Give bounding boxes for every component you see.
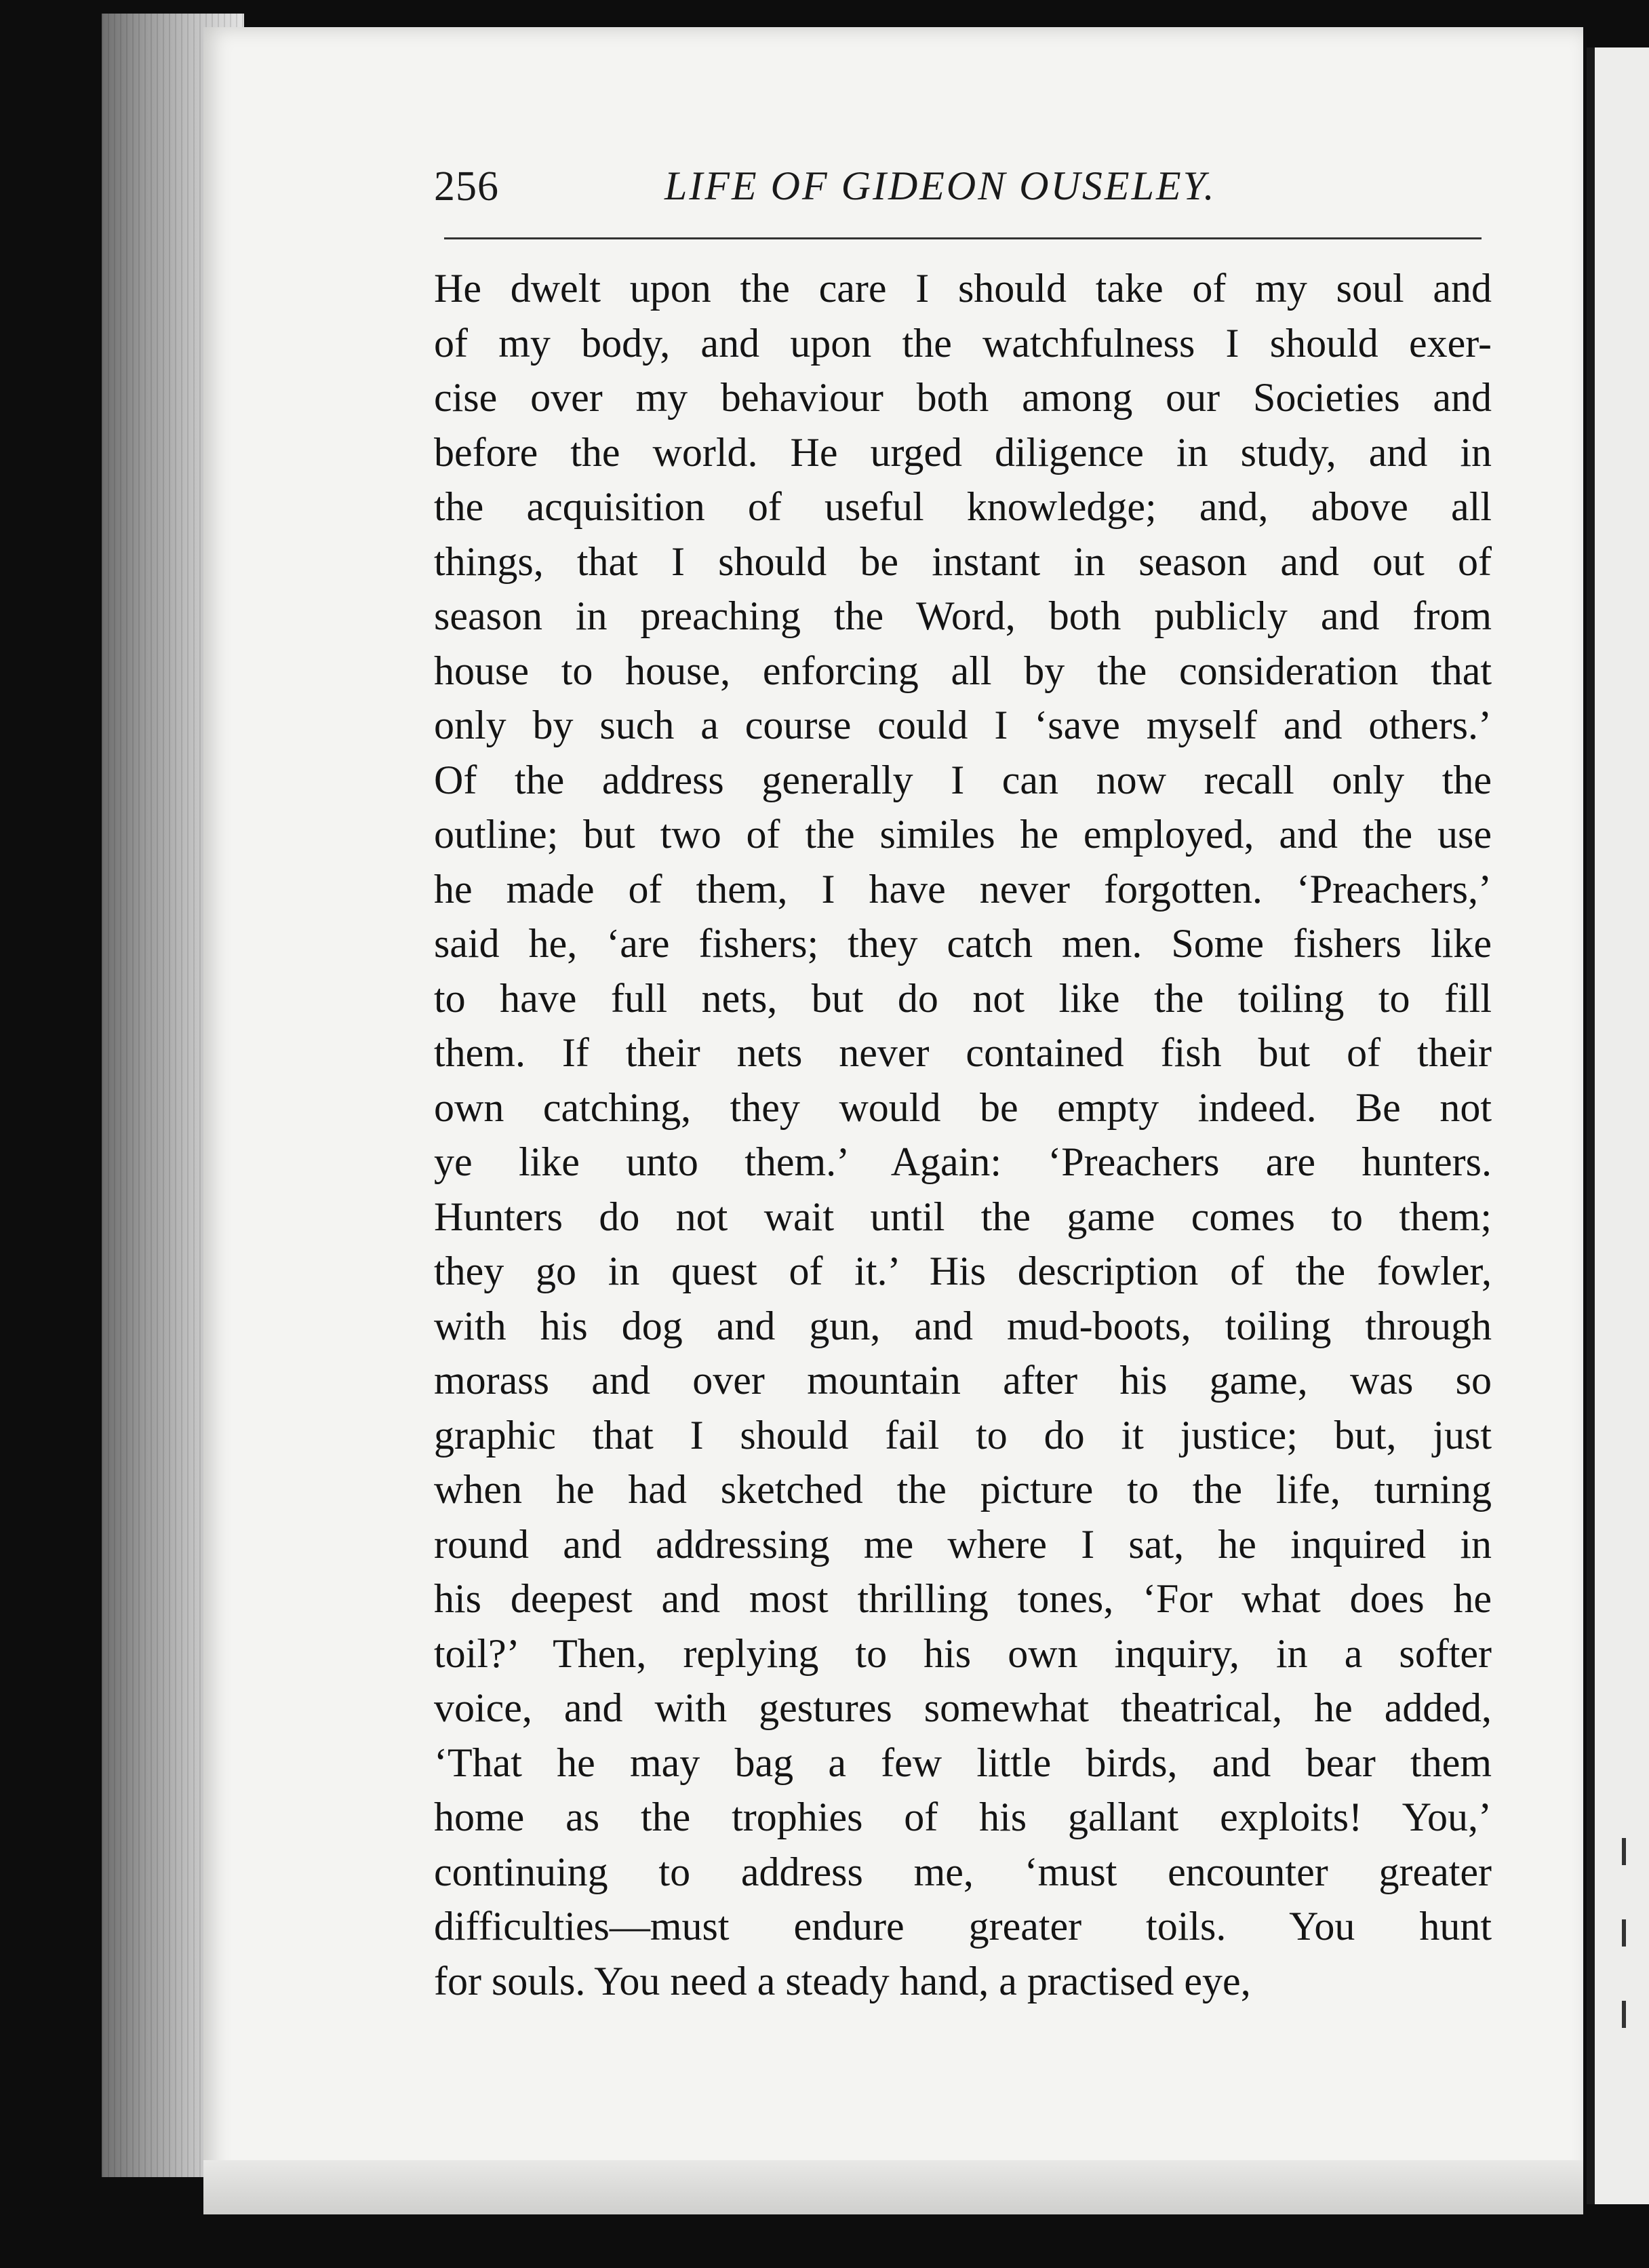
text-line: Hunters do not wait until the game comes to them; [434, 1194, 1492, 1239]
text-line: said he, ‘are fishers; they catch men. Some fishers like [434, 921, 1492, 966]
text-line: house to house, enforcing all by the consideration that [434, 648, 1492, 693]
text-line: continuing to address me, ‘must encounter greater [434, 1849, 1492, 1894]
text-line: ye like unto them.’ Again: ‘Preachers are hunters. [434, 1139, 1492, 1184]
text-line: things, that I should be instant in season and out of [434, 539, 1492, 584]
text-line: with his dog and gun, and mud-boots, toiling through [434, 1303, 1492, 1348]
text-line: only by such a course could I ‘save myself and others.’ [434, 703, 1492, 747]
text-line: the acquisition of useful knowledge; and, above all [434, 484, 1492, 529]
text-line: of my body, and upon the watchfulness I should exer- [434, 320, 1492, 366]
text-line: cise over my behaviour both among our Societies and [434, 375, 1492, 420]
header-rule [444, 237, 1482, 239]
text-line: round and addressing me where I sat, he inquired in [434, 1521, 1492, 1567]
text-line: outline; but two of the similes he employed, and the use [434, 812, 1492, 857]
page-header [434, 156, 1492, 237]
text-line: voice, and with gestures somewhat theatrical, he added, [434, 1685, 1492, 1730]
text-line: he made of them, I have never forgotten. ‘Preachers,’ [434, 866, 1492, 912]
text-line: them. If their nets never contained fish but of their [434, 1030, 1492, 1075]
facing-page-edge [1587, 47, 1649, 2204]
facing-page-mark [1622, 1838, 1626, 1865]
text-line: home as the trophies of his gallant exploits! You,’ [434, 1795, 1492, 1839]
text-line: to have full nets, but do not like the toiling to fill [434, 975, 1492, 1021]
text-line: ‘That he may bag a few little birds, and bear them [434, 1740, 1492, 1785]
text-line: toil?’ Then, replying to his own inquiry, in a softer [434, 1630, 1492, 1676]
page-number: 256 [434, 163, 499, 210]
text-line: graphic that I should fail to do it justice; but, just [434, 1412, 1492, 1458]
facing-page-mark [1622, 2001, 1626, 2028]
text-line: morass and over mountain after his game, was so [434, 1358, 1492, 1403]
text-line: for souls. You need a steady hand, a practised eye, [434, 1958, 1251, 2003]
page-bottom-edge [203, 2160, 1583, 2214]
text-line: his deepest and most thrilling tones, ‘For what does he [434, 1576, 1492, 1621]
body-text [434, 261, 1492, 2008]
facing-page-mark [1622, 1919, 1626, 1947]
text-line: when he had sketched the picture to the life, turning [434, 1467, 1492, 1512]
text-line: before the world. He urged diligence in study, and in [434, 429, 1492, 475]
text-line: they go in quest of it.’ His description of the fowler, [434, 1249, 1492, 1293]
text-line: Of the address generally I can now recall only the [434, 757, 1492, 802]
text-line: difficulties—must endure greater toils. You hunt [434, 1904, 1492, 1949]
running-head: LIFE OF GIDEON OUSELEY. [664, 163, 1216, 208]
text-line: He dwelt upon the care I should take of my soul and [434, 266, 1492, 311]
text-line: season in preaching the Word, both publicly and from [434, 593, 1492, 638]
text-line: own catching, they would be empty indeed. Be not [434, 1084, 1492, 1130]
